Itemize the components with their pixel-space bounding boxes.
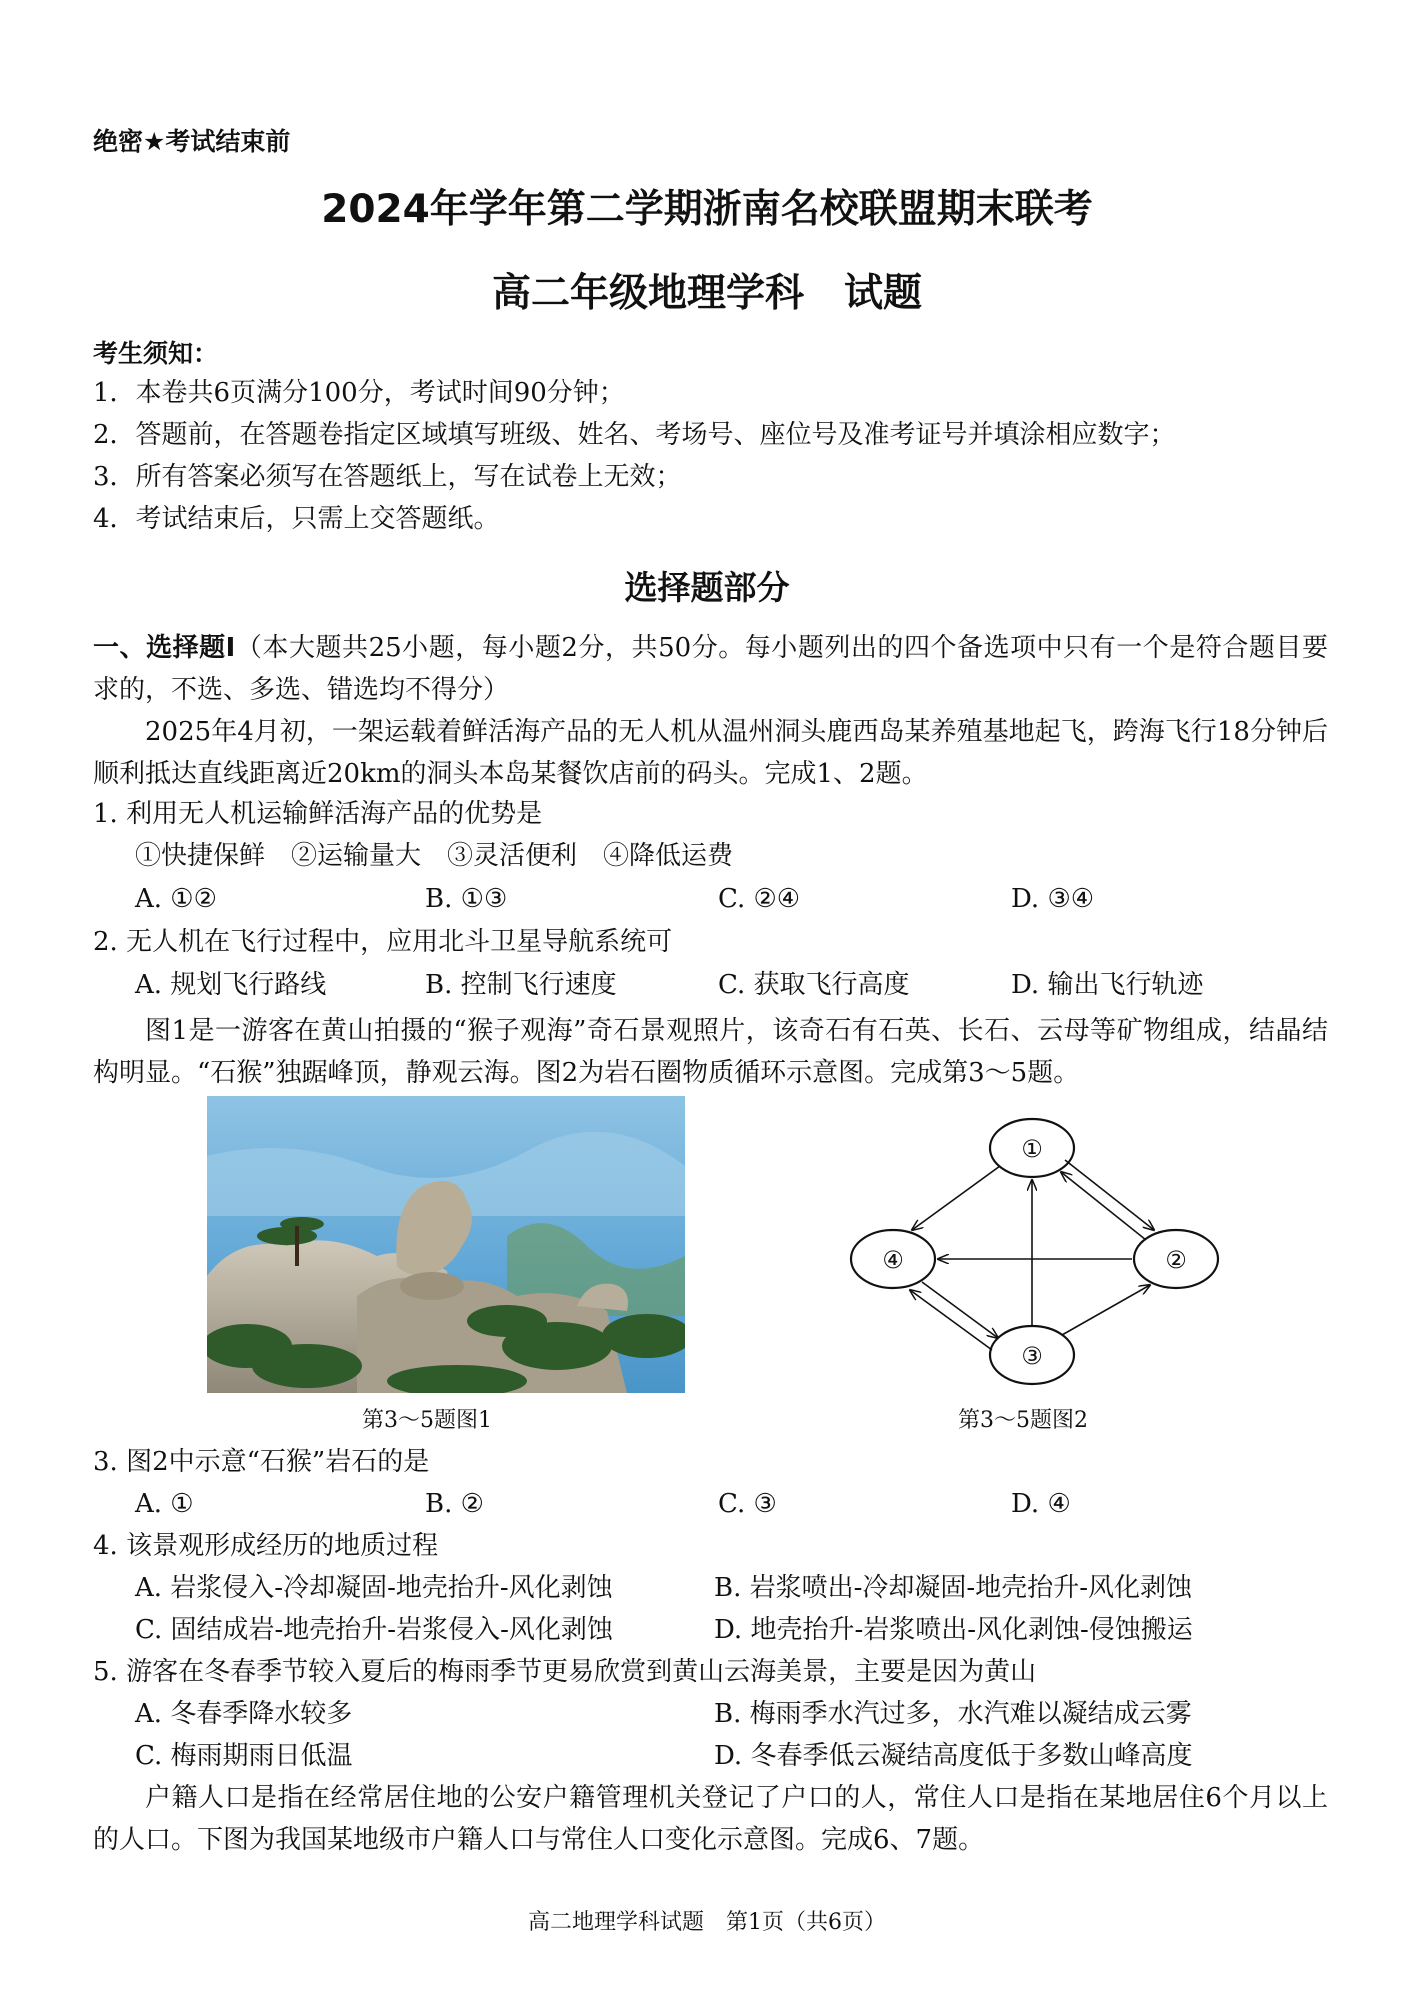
question-1-items: ①快捷保鲜 ②运输量大 ③灵活便利 ④降低运费 [135, 841, 734, 871]
notice-item: 2．答题前，在答题卷指定区域填写班级、姓名、考场号、座位号及准考证号并填涂相应数字； [93, 420, 1176, 450]
arrow-1-to-2 [1065, 1160, 1154, 1230]
node-label-4: ④ [882, 1246, 904, 1274]
q5-option-c: C. 梅雨期雨日低温 [135, 1741, 353, 1771]
q3-option-d: D. ④ [1011, 1489, 1071, 1519]
notice-item: 3．所有答案必须写在答题纸上，写在试卷上无效； [93, 462, 682, 492]
q3-option-b: B. ② [425, 1489, 484, 1519]
node-label-1: ① [1021, 1135, 1043, 1163]
part-label: 一、选择题Ⅰ [93, 633, 236, 663]
section-heading: 选择题部分 [624, 568, 790, 607]
q4-option-b: B. 岩浆喷出-冷却凝固-地壳抬升-风化剥蚀 [714, 1573, 1192, 1603]
q3-option-a: A. ① [135, 1489, 194, 1519]
arrow-3-to-4 [910, 1290, 992, 1350]
q5-option-d: D. 冬春季低云凝结高度低于多数山峰高度 [714, 1741, 1193, 1771]
rock-cycle-diagram [840, 1100, 1240, 1400]
question-1-stem: 1. 利用无人机运输鲜活海产品的优势是 [93, 799, 543, 829]
exam-title: 2024年学年第二学期浙南名校联盟期末联考 [321, 187, 1093, 232]
page-footer: 高二地理学科试题 第1页（共6页） [528, 1910, 886, 1935]
question-5-stem: 5. 游客在冬春季节较入夏后的梅雨季节更易欣赏到黄山云海美景，主要是因为黄山 [93, 1657, 1037, 1687]
q1-option-d: D. ③④ [1011, 884, 1095, 914]
arrow-4-to-3 [922, 1282, 998, 1338]
figure-2-caption: 第3～5题图2 [958, 1408, 1088, 1433]
q3-option-c: C. ③ [718, 1489, 777, 1519]
q2-option-d: D. 输出飞行轨迹 [1011, 970, 1204, 1000]
question-3-stem: 3. 图2中示意“石猴”岩石的是 [93, 1447, 430, 1477]
material-3: 户籍人口是指在经常居住地的公安户籍管理机关登记了户口的人，常住人口是指在某地居住6个月以上的人口。下图为我国某地级市户籍人口与常住人口变化示意图。完成6、7题。 [93, 1783, 1328, 1855]
q5-option-a: A. 冬春季降水较多 [135, 1699, 353, 1729]
q1-option-b: B. ①③ [425, 884, 508, 914]
monkey-rock-photo [207, 1096, 685, 1393]
notice-item: 1．本卷共6页满分100分，考试时间90分钟； [93, 378, 625, 408]
q1-option-a: A. ①② [135, 884, 217, 914]
arrow-1-to-4 [912, 1166, 1000, 1230]
figure-1-caption: 第3～5题图1 [362, 1408, 492, 1433]
q2-option-b: B. 控制飞行速度 [425, 970, 617, 1000]
notice-heading: 考生须知： [93, 339, 219, 368]
arrow-3-to-2 [1062, 1285, 1150, 1335]
q2-option-c: C. 获取飞行高度 [718, 970, 910, 1000]
subject-title: 高二年级地理学科 [491, 271, 804, 316]
material-1: 2025年4月初，一架运载着鲜活海产品的无人机从温州洞头鹿西岛某养殖基地起飞，跨海飞行18分钟后顺利抵达直线距离近20km的洞头本岛某餐饮店前的码头。完成1、2题。 [93, 717, 1328, 789]
q4-option-c: C. 固结成岩-地壳抬升-岩浆侵入-风化剥蚀 [135, 1615, 613, 1645]
paper-type: 试题 [844, 271, 923, 316]
node-label-3: ③ [1021, 1342, 1043, 1370]
q1-option-c: C. ②④ [718, 884, 801, 914]
photo-illustration [207, 1096, 685, 1393]
arrow-2-to-1 [1061, 1172, 1146, 1240]
material-2: 图1是一游客在黄山拍摄的“猴子观海”奇石景观照片，该奇石有石英、长石、云母等矿物组成，结晶结构明显。“石猴”独踞峰顶，静观云海。图2为岩石圈物质循环示意图。完成第3～5题。 [93, 1016, 1328, 1088]
exam-subtitle [0, 262, 1414, 318]
part-instructions [93, 627, 1328, 711]
q4-option-d: D. 地壳抬升-岩浆喷出-风化剥蚀-侵蚀搬运 [714, 1615, 1193, 1645]
question-2-stem: 2. 无人机在飞行过程中，应用北斗卫星导航系统可 [93, 927, 673, 957]
node-label-2: ② [1165, 1246, 1187, 1274]
question-4-stem: 4. 该景观形成经历的地质过程 [93, 1531, 439, 1561]
q5-option-b: B. 梅雨季水汽过多，水汽难以凝结成云雾 [714, 1699, 1192, 1729]
q2-option-a: A. 规划飞行路线 [135, 970, 327, 1000]
notice-item: 4．考试结束后，只需上交答题纸。 [93, 504, 500, 534]
secret-label: 绝密★考试结束前 [93, 127, 291, 156]
q4-option-a: A. 岩浆侵入-冷却凝固-地壳抬升-风化剥蚀 [135, 1573, 613, 1603]
part-description: （本大题共25小题，每小题2分，共50分。每小题列出的四个备选项中只有一个是符合题目要求的，不选、多选、错选均不得分） [93, 633, 1328, 705]
